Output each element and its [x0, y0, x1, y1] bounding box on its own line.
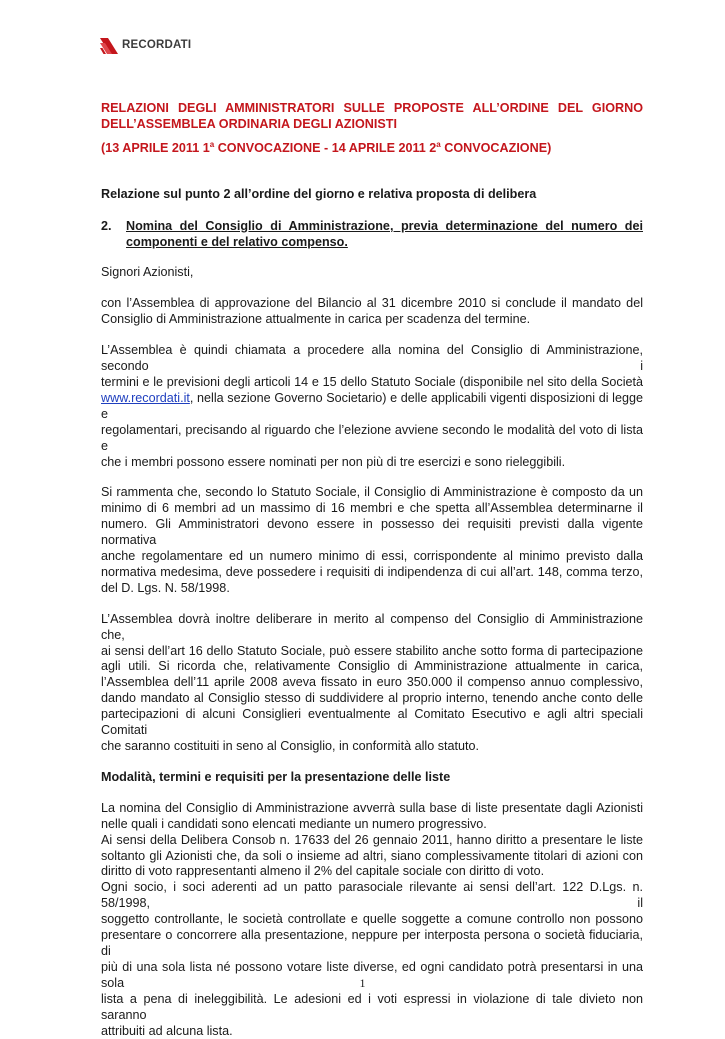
text-line: che saranno costituiti in seno al Consiglio, in conformità allo statuto. [101, 739, 643, 755]
website-link[interactable]: www.recordati.it [101, 391, 190, 405]
logo-wordmark: RECORDATI [122, 39, 191, 51]
text-line: Si rammenta che, secondo lo Statuto Sociale, il Consiglio di Amministrazione è composto da un [101, 485, 643, 501]
text-line: agli utili. Si ricorda che, relativamente Consiglio di Amministrazione attualmente in carica, [101, 659, 643, 675]
paragraph-lists [101, 801, 643, 1039]
report-heading: Relazione sul punto 2 all’ordine del giorno e relativa proposta di delibera [101, 187, 643, 203]
paragraph-composition [101, 485, 643, 596]
text-line: Ai sensi della Delibera Consob n. 17633 del 26 gennaio 2011, hanno diritto a presentare le liste [101, 833, 643, 849]
text-line: Ogni socio, i soci aderenti ad un patto parasociale rilevante ai sensi dell’art. 122 D.Lgs. n. 58/1998, il [101, 880, 643, 912]
ordinal-sup-1: a [210, 140, 214, 149]
company-logo [99, 33, 191, 57]
text-line: L’Assemblea è quindi chiamata a procedere alla nomina del Consiglio di Amministrazione, secondo i [101, 343, 643, 375]
text-line: ai sensi dell’art 16 dello Statuto Sociale, può essere stabilito anche sotto forma di partecipazione [101, 644, 643, 660]
text-line: partecipazioni di alcuni Consiglieri eventualmente al Comitato Esecutivo e agli altri speciali Comitati [101, 707, 643, 739]
date-close: CONVOCAZIONE) [441, 141, 552, 155]
text-line: La nomina del Consiglio di Amministrazione avverrà sulla base di liste presentate dagli Azionisti [101, 801, 643, 817]
text-fragment: , nella sezione Governo Societario) e delle applicabili vigenti disposizioni di legge e [101, 391, 643, 421]
date-first-call: (13 APRILE 2011 1 [101, 141, 210, 155]
page-number: 1 [0, 976, 725, 991]
text-line: più di una sola lista né possono votare liste diverse, ed ogni candidato potrà presentarsi in una sola [101, 960, 643, 992]
text-line: dando mandato al Consiglio stesso di suddividere al proprio interno, tenendo anche conto delle [101, 691, 643, 707]
text-line: termini e le previsioni degli articoli 14 e 15 dello Statuto Sociale (disponibile nel sito della Società [101, 375, 643, 391]
document-title [101, 101, 643, 133]
title-line-2: DELL’ASSEMBLEA ORDINARIA DEGLI AZIONISTI [101, 117, 643, 133]
text-line: soltanto gli Azionisti che, da soli o insieme ad altri, siano complessivamente titolari di azioni con [101, 849, 643, 865]
text-line: regolamentari, precisando al riguardo che l’elezione avviene secondo le modalità del voto di lista e [101, 423, 643, 455]
ordinal-sup-2: a [436, 140, 440, 149]
text-line: l’Assemblea dell’11 aprile 2008 aveva fissato in euro 350.000 il compenso annuo complessivo, [101, 675, 643, 691]
agenda-item-line-1: Nomina del Consiglio di Amministrazione, previa determinazione del numero dei [126, 219, 643, 235]
text-line: presentare o concorrere alla presentazione, neppure per interposta persona o società fiduciaria, di [101, 928, 643, 960]
text-line: soggetto controllante, le società controllate e quelle soggette a comune controllo non possono [101, 912, 643, 928]
text-line: minimo di 6 membri ad un massimo di 16 membri e che spetta all’Assemblea determinarne il [101, 501, 643, 517]
text-line: attribuiti ad alcuna lista. [101, 1024, 643, 1039]
text-line: diritto di voto rappresentanti almeno il 2% del capitale sociale con diritto di voto. [101, 864, 643, 880]
paragraph-mandate [101, 296, 643, 328]
text-line: che i membri possono essere nominati per non più di tre esercizi e sono rieleggibili. [101, 455, 643, 471]
text-line: Consiglio di Amministrazione attualmente in carica per scadenza del termine. [101, 312, 643, 328]
text-line: del D. Lgs. N. 58/1998. [101, 581, 643, 597]
date-second-call: CONVOCAZIONE - 14 APRILE 2011 2 [214, 141, 436, 155]
text-line: lista a pena di ineleggibilità. Le adesioni ed i voti espressi in violazione di tale divieto non saranno [101, 992, 643, 1024]
text-line: anche regolamentare ed un numero minimo di essi, corrispondente al minimo previsto dalla [101, 549, 643, 565]
text-line: normativa medesima, deve possedere i requisiti di indipendenza di cui all’art. 148, comma terzo, [101, 565, 643, 581]
section-heading: Modalità, termini e requisiti per la presentazione delle liste [101, 770, 643, 786]
agenda-item [101, 219, 643, 251]
paragraph-compensation [101, 612, 643, 755]
agenda-item-number: 2. [101, 219, 126, 251]
paragraph-nomination [101, 343, 643, 470]
agenda-item-line-2: componenti e del relativo compenso. [126, 235, 643, 251]
recordati-logo-icon [99, 35, 119, 55]
text-line: con l’Assemblea di approvazione del Bilancio al 31 dicembre 2010 si conclude il mandato del [101, 296, 643, 312]
text-line: L’Assemblea dovrà inoltre deliberare in merito al compenso del Consiglio di Amministrazione che, [101, 612, 643, 644]
salutation: Signori Azionisti, [101, 265, 643, 281]
text-line: numero. Gli Amministratori devono essere in possesso dei requisiti previsti dalla vigente normativa [101, 517, 643, 549]
document-body [101, 101, 643, 1039]
text-line [101, 391, 643, 423]
text-line: nelle quali i candidati sono elencati mediante un numero progressivo. [101, 817, 643, 833]
meeting-dates [101, 141, 643, 157]
title-line-1: RELAZIONI DEGLI AMMINISTRATORI SULLE PROPOSTE ALL’ORDINE DEL GIORNO [101, 101, 643, 117]
